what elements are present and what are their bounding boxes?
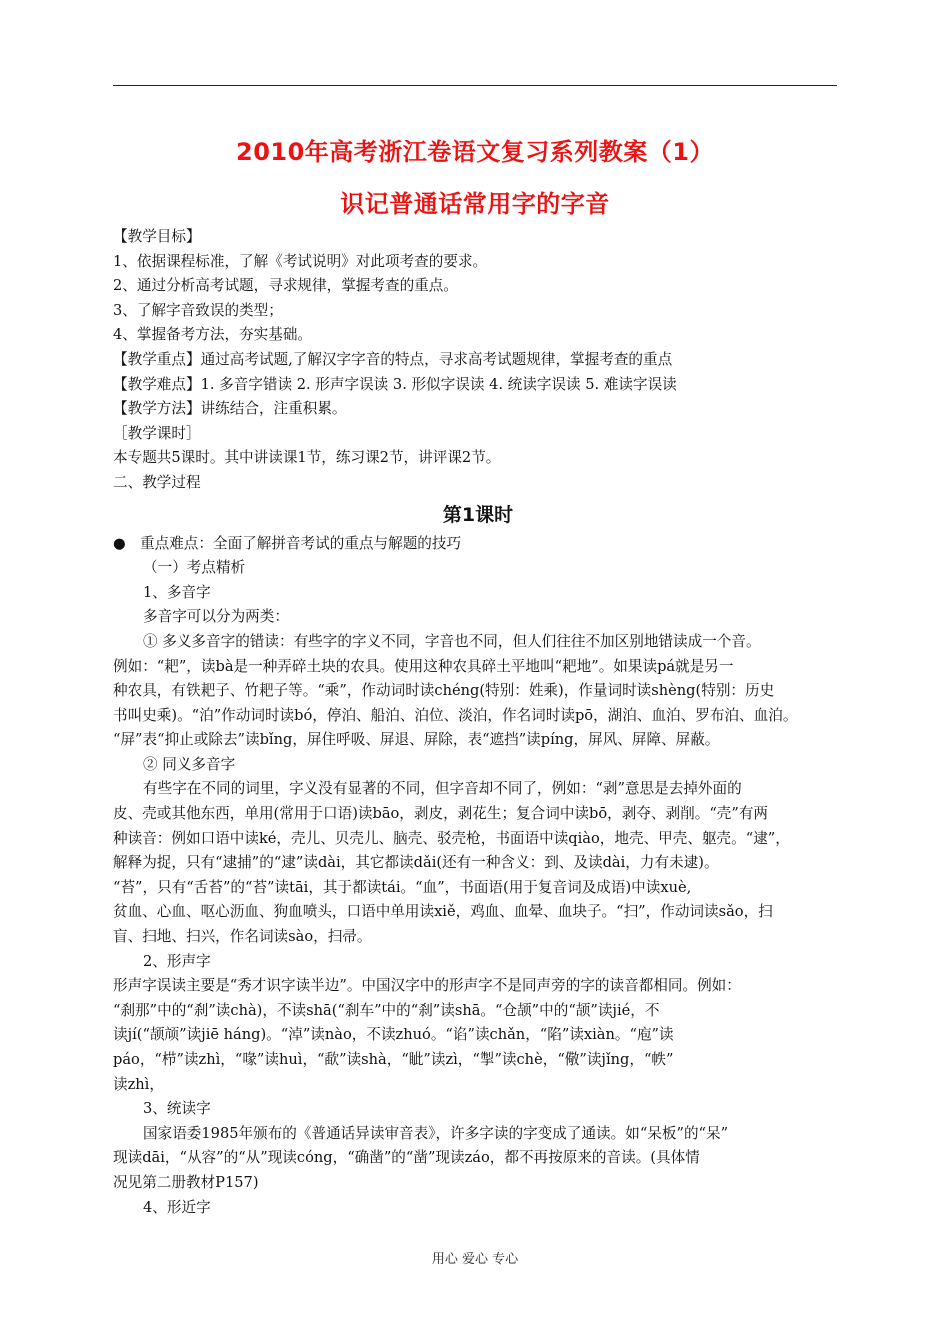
paragraph: ［教学课时］ <box>113 424 201 442</box>
paragraph: “苔”，只有“舌苔”的“苔”读tāi，其于都读tái。“血”，书面语(用于复音词及成语)中读xuè, <box>113 878 692 896</box>
document-title: 2010年高考浙江卷语文复习系列教案（1） <box>236 138 714 166</box>
paragraph: 有些字在不同的词里，字义没有显著的不同，但字音却不同了，例如：“剥”意思是去掉外面的 <box>143 780 742 798</box>
paragraph: ② 同义多音字 <box>143 755 236 773</box>
paragraph: 【教学难点】1. 多音字错读 2. 形声字误读 3. 形似字误读 4. 统读字误读 5. 难读字误读 <box>113 375 677 393</box>
paragraph: 国家语委1985年颁布的《普通话异读审音表》，许多字读的字变成了通读。如“呆板”的“呆” <box>143 1124 729 1142</box>
document-subtitle: 识记普通话常用字的字音 <box>340 190 610 218</box>
paragraph: 种农具，有铁耙子、竹耙子等。“乘”，作动词时读chéng(特别：姓乘)，作量词时读shèng(特别：历史 <box>113 682 775 700</box>
subsection-heading: 3、统读字 <box>143 1100 211 1118</box>
bullet-item <box>113 532 843 557</box>
subsection-heading: 4、形近字 <box>143 1198 211 1216</box>
paragraph: “刹那”中的“刹”读chà)，不读shā(“刹车”中的“刹”读shā。“仓颉”中的“颉”读jié，不 <box>113 1001 660 1019</box>
paragraph: 形声字误读主要是“秀才识字读半边”。中国汉字中的形声字不是同声旁的字的读音都相同。例如： <box>113 977 741 995</box>
paragraph: 读zhì， <box>113 1075 164 1093</box>
paragraph: 皮、壳或其他东西，单用(常用于口语)读bāo，剥皮，剥花生；复合词中读bō，剥夺、剥削。“壳”有两 <box>113 805 769 823</box>
paragraph: 多音字可以分为两类： <box>143 608 289 626</box>
paragraph: 3、了解字音致误的类型； <box>113 301 283 319</box>
paragraph: ① 多义多音字的错读：有些字的字义不同，字音也不同，但人们往往不加区别地错读成一个音。 <box>143 632 761 650</box>
header-rule <box>113 85 837 86</box>
paragraph: 现读dāi，“从容”的“从”现读cóng，“确凿”的“凿”现读záo，都不再按原来的音读。(具体情 <box>113 1149 700 1167</box>
subsection-heading: （一）考点精析 <box>143 559 246 577</box>
subsection-heading: 2、形声字 <box>143 952 211 970</box>
page-footer: 用心 爱心 专心 <box>431 1252 519 1267</box>
paragraph: 书叫史乘)。“泊”作动词时读bó，停泊、船泊、泊位、淡泊，作名词时读pō，湖泊、血泊、罗布泊、血泊。 <box>113 706 798 724</box>
paragraph: páo，“栉”读zhì，“喙”读huì，“歃”读shà，“眦”读zì，“掣”读chè，“儆”读jǐng，“帙” <box>113 1051 674 1068</box>
bullet-text: 重点难点：全面了解拼音考试的重点与解题的技巧 <box>140 534 462 552</box>
bullet-icon: ● <box>113 534 126 552</box>
paragraph: 二、教学过程 <box>113 473 201 491</box>
paragraph: 2、通过分析高考试题，寻求规律，掌握考查的重点。 <box>113 277 458 295</box>
paragraph: “屏”表“抑止或除去”读bǐng，屏住呼吸、屏退、屏除，表“遮挡”读píng，屏风、屏障、屏蔽。 <box>113 731 720 749</box>
chapter-heading: 第1课时 <box>442 503 514 526</box>
paragraph: 解释为捉，只有“逮捕”的“逮”读dài，其它都读dǎi(还有一种含义：到、及读dài，力有未逮)。 <box>113 854 719 872</box>
subsection-heading: 1、多音字 <box>143 583 211 601</box>
paragraph: 读jí(“颉颃”读jiē háng)。“淖”读nào，不读zhuó。“谄”读chǎn，“陷”读xiàn。“庖”读 <box>113 1026 674 1044</box>
paragraph: 【教学方法】讲练结合，注重积累。 <box>113 400 347 418</box>
document-body <box>113 225 843 1220</box>
paragraph: 1、依据课程标准，了解《考试说明》对此项考查的要求。 <box>113 252 488 270</box>
paragraph: 4、掌握备考方法，夯实基础。 <box>113 326 313 344</box>
paragraph: 盲、扫地、扫兴，作名词读sào，扫帚。 <box>113 928 372 946</box>
paragraph: 例如：“耙”，读bà是一种弄碎土块的农具。使用这种农具碎土平地叫“耙地”。如果读pá就是另一 <box>113 657 734 675</box>
paragraph: 【教学重点】通过高考试题,了解汉字字音的特点，寻求高考试题规律，掌握考查的重点 <box>113 350 673 368</box>
paragraph: 种读音：例如口语中读ké，壳儿、贝壳儿、脑壳、驳壳枪，书面语中读qiào，地壳、甲壳、躯壳。“逮”， <box>113 829 790 847</box>
paragraph: 况见第二册教材P157) <box>113 1173 259 1191</box>
paragraph: 本专题共5课时。其中讲读课1节，练习课2节，讲评课2节。 <box>113 449 501 467</box>
paragraph: 贫血、心血、呕心沥血、狗血喷头，口语中单用读xiě，鸡血、血晕、血块子。“扫”，作动词读sǎo，扫 <box>113 903 773 921</box>
section-label: 【教学目标】 <box>113 228 201 245</box>
